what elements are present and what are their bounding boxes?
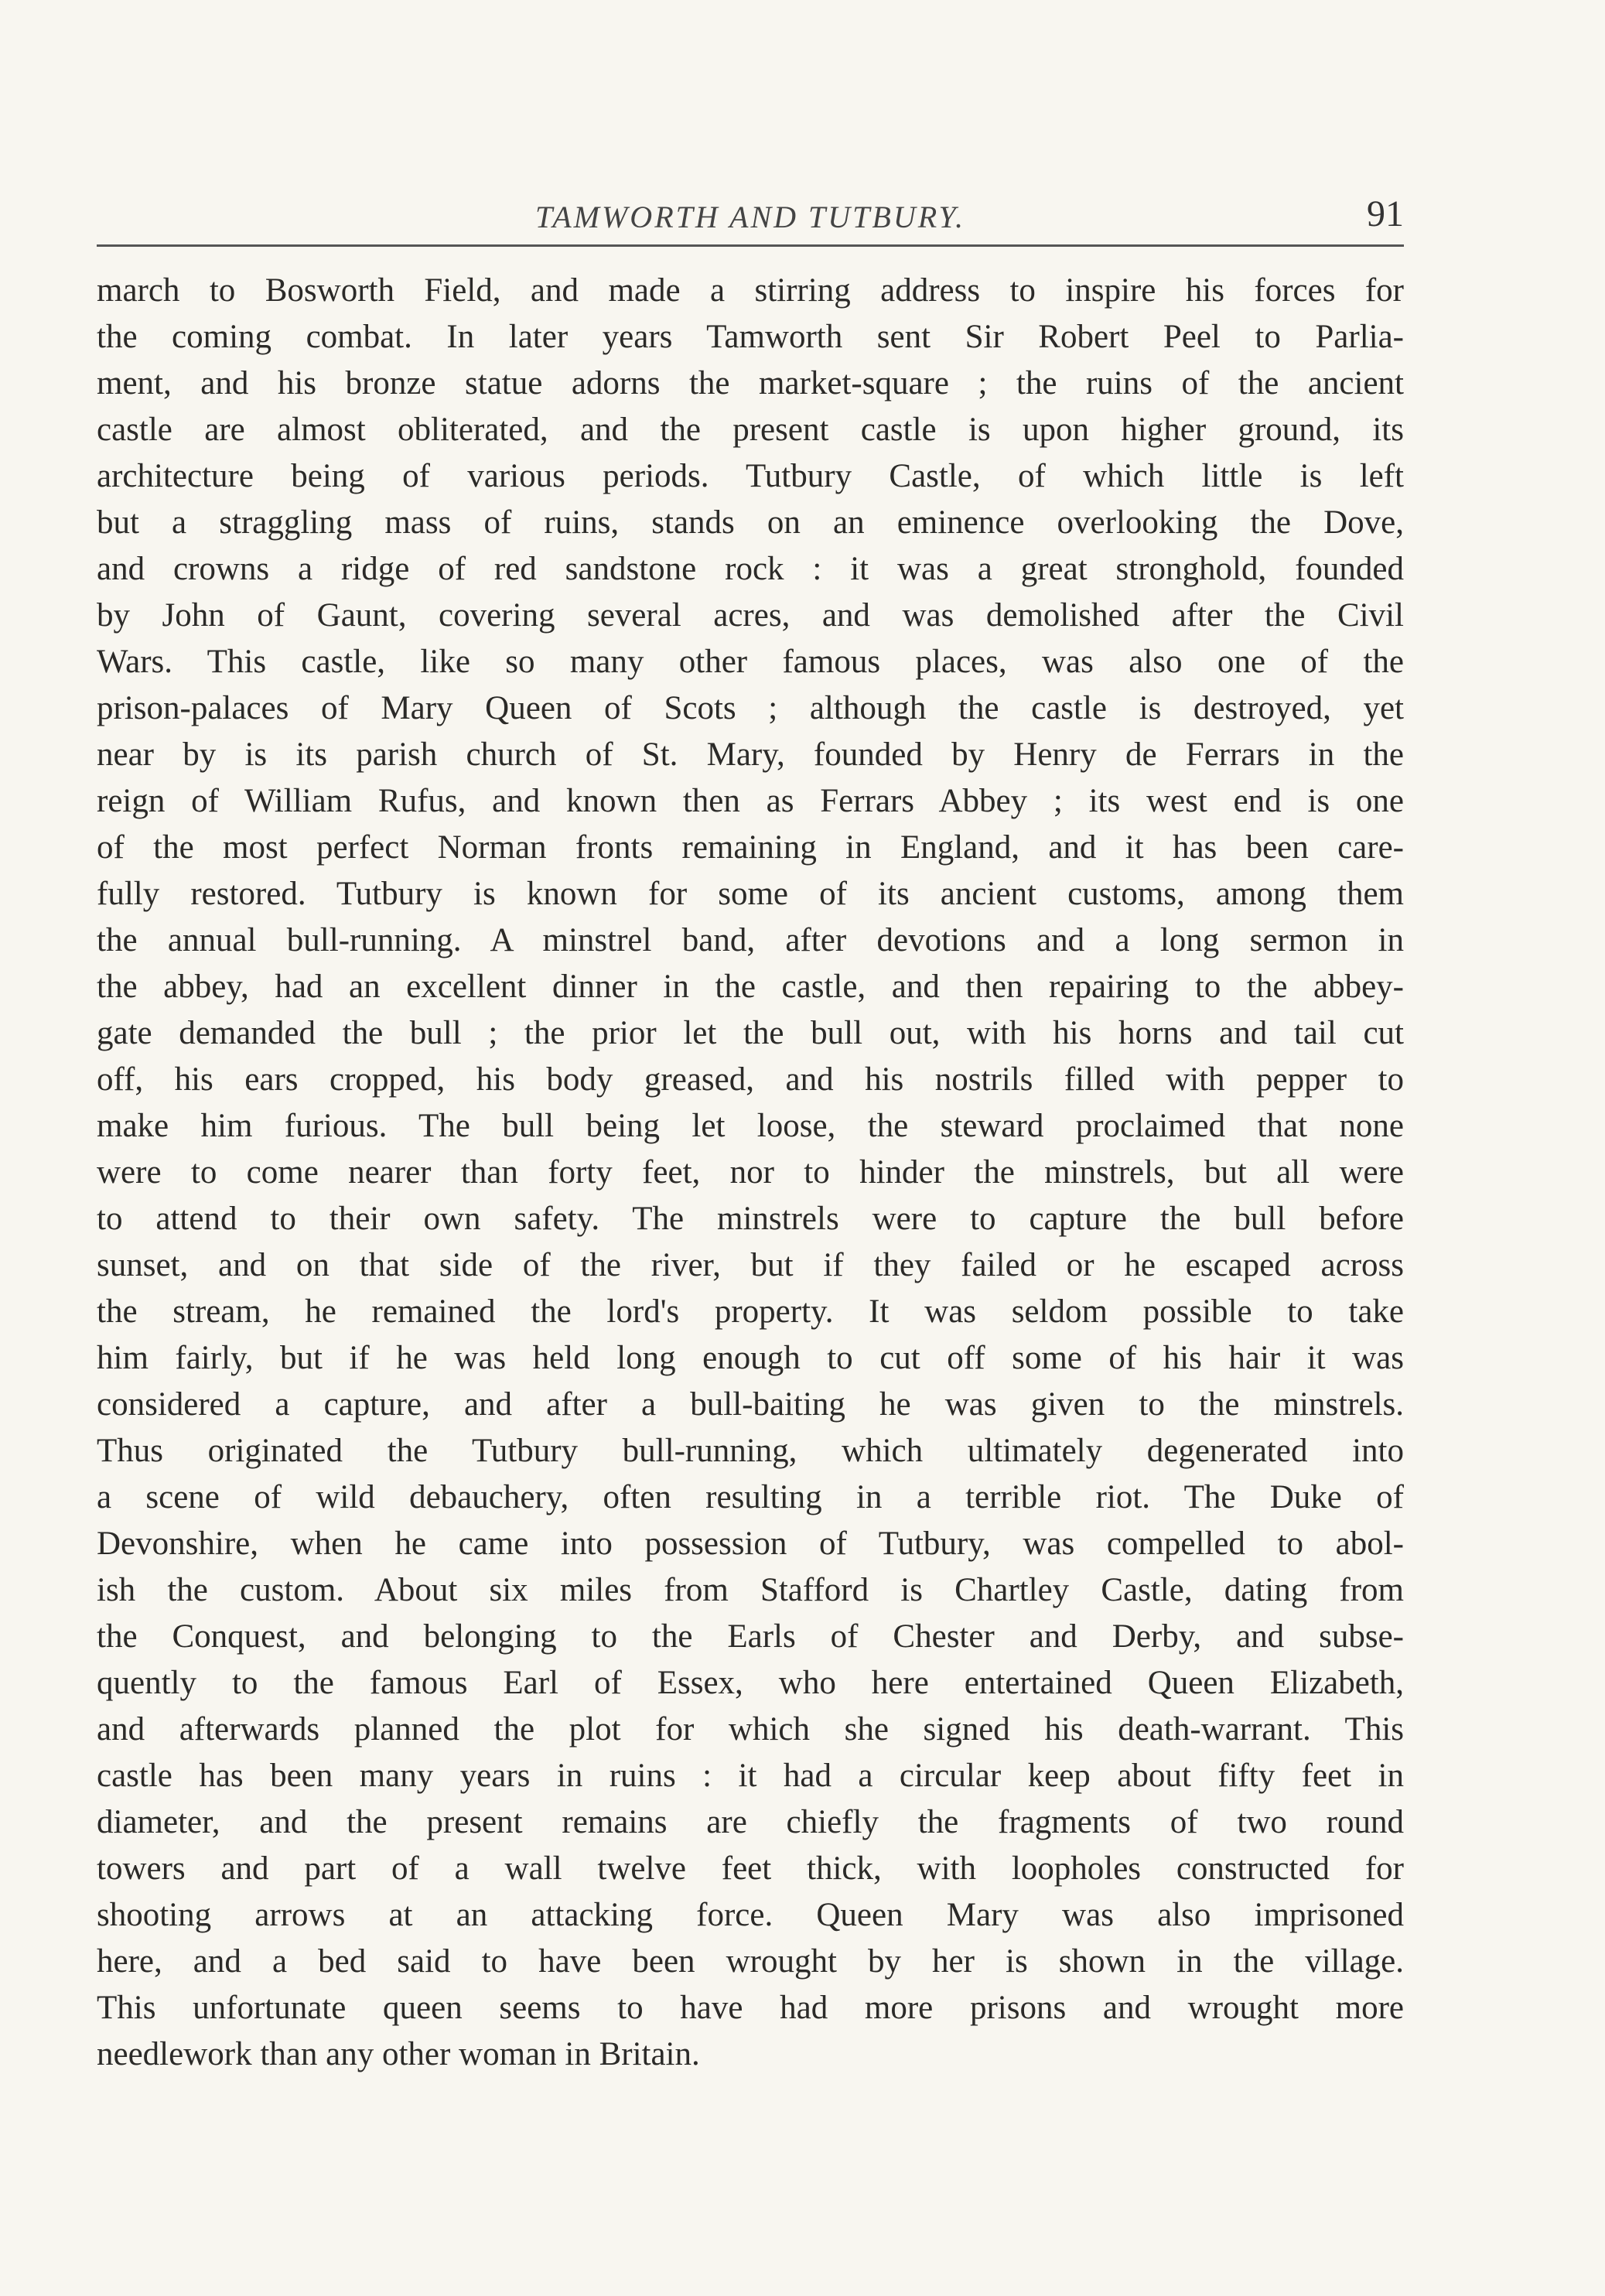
text-line: This unfortunate queen seems to have had more prisons and wrought more	[97, 1990, 1404, 2026]
text-line: off, his ears cropped, his body greased, and his nostrils filled with pepper to	[97, 1061, 1404, 1098]
text-line: gate demanded the bull ; the prior let the bull out, with his horns and tail cut	[97, 1015, 1404, 1051]
text-line: fully restored. Tutbury is known for some of its ancient customs, among them	[97, 876, 1404, 912]
text-line: castle has been many years in ruins : it had a circular keep about fifty feet in	[97, 1758, 1404, 1794]
text-line: reign of William Rufus, and known then as Ferrars Abbey ; its west end is one	[97, 783, 1404, 819]
text-line: near by is its parish church of St. Mary, founded by Henry de Ferrars in the	[97, 736, 1404, 773]
text-line: a scene of wild debauchery, often resulting in a terrible riot. The Duke of	[97, 1479, 1404, 1515]
text-line: were to come nearer than forty feet, nor to hinder the minstrels, but all were	[97, 1154, 1404, 1191]
text-line: needlework than any other woman in Britain.	[97, 2036, 700, 2072]
text-line: to attend to their own safety. The minstrels were to capture the bull before	[97, 1201, 1404, 1237]
text-line: make him furious. The bull being let loose, the steward proclaimed that none	[97, 1108, 1404, 1144]
text-line: Thus originated the Tutbury bull-running, which ultimately degenerated into	[97, 1433, 1404, 1469]
text-line: shooting arrows at an attacking force. Queen Mary was also imprisoned	[97, 1897, 1404, 1933]
text-line: march to Bosworth Field, and made a stirring address to inspire his forces for	[97, 272, 1404, 309]
text-line: the annual bull-running. A minstrel band, after devotions and a long sermon in	[97, 922, 1404, 958]
text-line: the coming combat. In later years Tamworth sent Sir Robert Peel to Parlia-	[97, 319, 1404, 355]
running-head	[97, 182, 1404, 244]
text-line: by John of Gaunt, covering several acres, and was demolished after the Civil	[97, 597, 1404, 634]
text-line: ish the custom. About six miles from Stafford is Chartley Castle, dating from	[97, 1572, 1404, 1608]
text-line: and afterwards planned the plot for which she signed his death-warrant. This	[97, 1711, 1404, 1748]
text-line: Devonshire, when he came into possession of Tutbury, was compelled to abol-	[97, 1526, 1404, 1562]
running-title: TAMWORTH AND TUTBURY.	[534, 200, 966, 234]
text-line: diameter, and the present remains are chiefly the fragments of two round	[97, 1804, 1404, 1840]
text-line: the stream, he remained the lord's property. It was seldom possible to take	[97, 1293, 1404, 1330]
text-line: of the most perfect Norman fronts remaining in England, and it has been care-	[97, 829, 1404, 866]
text-line: and crowns a ridge of red sandstone rock : it was a great stronghold, founded	[97, 551, 1404, 587]
text-line: ment, and his bronze statue adorns the market-square ; the ruins of the ancient	[97, 365, 1404, 401]
text-line: the abbey, had an excellent dinner in the castle, and then repairing to the abbey-	[97, 969, 1404, 1005]
page-number: 91	[1367, 193, 1404, 234]
text-line: but a straggling mass of ruins, stands on an eminence overlooking the Dove,	[97, 504, 1404, 541]
text-line: sunset, and on that side of the river, but if they failed or he escaped across	[97, 1247, 1404, 1283]
text-line: architecture being of various periods. Tutbury Castle, of which little is left	[97, 458, 1404, 494]
text-line: him fairly, but if he was held long enough to cut off some of his hair it was	[97, 1340, 1404, 1376]
text-line: towers and part of a wall twelve feet thick, with loopholes constructed for	[97, 1850, 1404, 1887]
text-line: considered a capture, and after a bull-baiting he was given to the minstrels.	[97, 1386, 1404, 1423]
text-line: quently to the famous Earl of Essex, who here entertained Queen Elizabeth,	[97, 1665, 1404, 1701]
body-paragraph	[97, 268, 1404, 2078]
text-line: castle are almost obliterated, and the present castle is upon higher ground, its	[97, 412, 1404, 448]
header-rule	[97, 244, 1404, 247]
text-line: here, and a bed said to have been wrought by her is shown in the village.	[97, 1943, 1404, 1980]
text-line: Wars. This castle, like so many other famous places, was also one of the	[97, 644, 1404, 680]
text-line: the Conquest, and belonging to the Earls of Chester and Derby, and subse-	[97, 1618, 1404, 1655]
text-line: prison-palaces of Mary Queen of Scots ; although the castle is destroyed, yet	[97, 690, 1404, 726]
